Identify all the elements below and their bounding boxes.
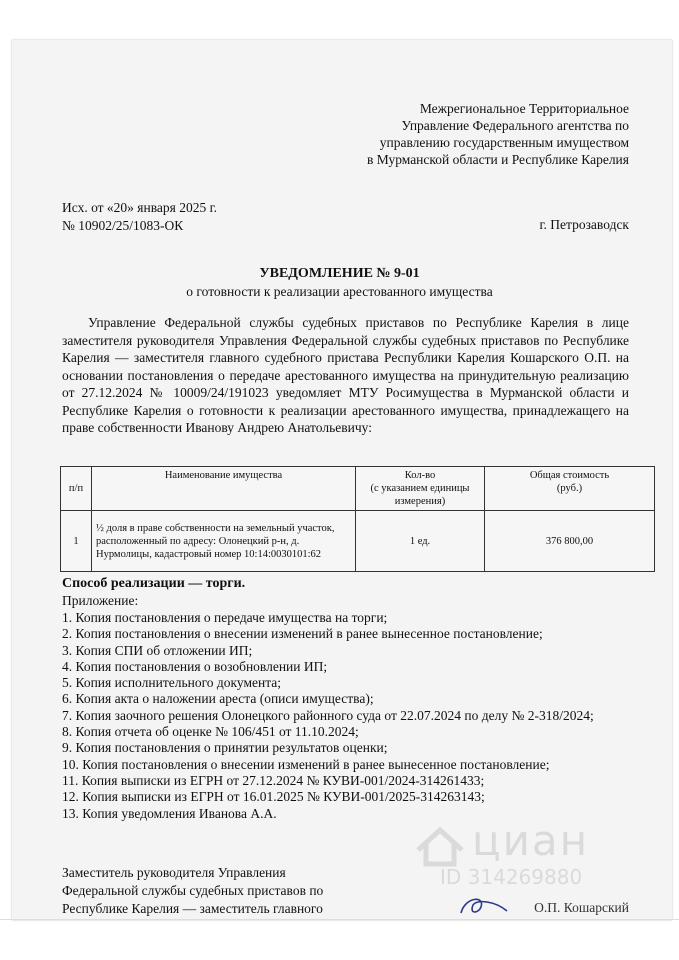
outgoing-reference bbox=[62, 199, 217, 235]
notice-title: УВЕДОМЛЕНИЕ № 9-01 bbox=[259, 266, 420, 281]
recipient-line: Управление Федерального агентства по bbox=[401, 118, 629, 133]
header-cost-line: (руб.) bbox=[556, 483, 583, 494]
list-item: 6. Копия акта о наложении ареста (описи имущества); bbox=[62, 691, 374, 707]
property-table bbox=[60, 466, 655, 572]
notice-subtitle: о готовности к реализации арестованного имущества bbox=[186, 284, 493, 299]
list-item: 5. Копия исполнительного документа; bbox=[62, 675, 282, 691]
house-icon bbox=[418, 830, 462, 864]
signature-line: Заместитель руководителя Управления bbox=[62, 865, 286, 880]
list-item: 3. Копия СПИ об отложении ИП; bbox=[62, 642, 253, 658]
reference-date: Исх. от «20» января 2025 г. bbox=[62, 200, 218, 215]
table-row bbox=[61, 511, 655, 572]
signatory-name: О.П. Кошарский bbox=[534, 900, 629, 915]
city: г. Петрозаводск bbox=[539, 217, 629, 232]
header-qty-line: (с указанием единицы bbox=[370, 483, 470, 494]
header-num: п/п bbox=[61, 467, 92, 511]
reference-number: № 10902/25/1083-ОК bbox=[62, 218, 184, 233]
signature-line: Федеральной службы судебных приставов по bbox=[62, 883, 324, 898]
recipient-line: в Мурманской области и Республике Карелия bbox=[367, 152, 629, 167]
row-name: ½ доля в праве собственности на земельный участок, расположенный по адресу: Олонецкий р-н, д. Нурмолицы, кадастровый номер 10:14:0030101:62 bbox=[92, 511, 356, 572]
scan-edge bbox=[0, 919, 679, 920]
list-item: 8. Копия отчета об оценке № 106/451 от 11.10.2024; bbox=[62, 724, 359, 740]
sale-method: Способ реализации — торги. bbox=[62, 576, 246, 591]
appendix-title: Приложение: bbox=[62, 593, 139, 608]
watermark-brand: циан bbox=[472, 816, 590, 865]
list-item: 7. Копия заочного решения Олонецкого районного суда от 22.07.2024 по делу № 2-318/2024; bbox=[62, 707, 594, 723]
table-header-row bbox=[61, 467, 655, 511]
recipient-line: Межрегиональное Территориальное bbox=[419, 101, 629, 116]
watermark-id: ID 314269880 bbox=[440, 865, 583, 889]
signature-block bbox=[62, 864, 323, 918]
list-item: 12. Копия выписки из ЕГРН от 16.01.2025 № КУВИ-001/2025-314263143; bbox=[62, 789, 485, 805]
header-qty bbox=[356, 467, 485, 511]
row-cost: 376 800,00 bbox=[485, 511, 655, 572]
list-item: 4. Копия постановления о возобновлении ИП; bbox=[62, 658, 328, 674]
list-item: 9. Копия постановления о принятии результатов оценки; bbox=[62, 740, 388, 756]
header-qty-line: измерения) bbox=[394, 496, 446, 507]
recipient-block bbox=[367, 100, 629, 168]
list-item: 13. Копия уведомления Иванова А.А. bbox=[62, 805, 277, 821]
handwritten-signature bbox=[455, 893, 515, 919]
list-item: 2. Копия постановления о внесении изменений в ранее вынесенное постановление; bbox=[62, 626, 543, 642]
list-item: 11. Копия выписки из ЕГРН от 27.12.2024 № КУВИ-001/2024-314261433; bbox=[62, 772, 485, 788]
header-cost-line: Общая стоимость bbox=[529, 470, 610, 481]
list-item: 1. Копия постановления о передаче имущества на торги; bbox=[62, 610, 388, 625]
notice-body: Управление Федеральной службы судебных приставов по Республике Карелия в лице заместителя руководителя Управления Федеральной службы судебных приставов по Республике Карелия — заместителя главного судебного пристава Республики Карелия Кошарского О.П. на основании постановления о передаче арестованного имущества на принудительную реализацию от 27.12.2024 № 10009/24/191023 уведомляет МТУ Росимущества в Мурманской области и Республике Карелия о готовности к реализации арестованного имущества, принадлежащего на праве собственности Иванову Андрею Анатольевичу: bbox=[62, 315, 629, 435]
row-num: 1 bbox=[61, 511, 92, 572]
header-name: Наименование имущества bbox=[92, 467, 356, 511]
row-qty: 1 ед. bbox=[356, 511, 485, 572]
header-cost bbox=[485, 467, 655, 511]
cian-watermark bbox=[410, 800, 630, 890]
list-item: 10. Копия постановления о внесении изменений в ранее вынесенное постановление; bbox=[62, 756, 550, 772]
header-qty-line: Кол-во bbox=[404, 470, 436, 481]
signature-line: Республике Карелия — заместитель главного bbox=[62, 901, 323, 916]
recipient-line: управлению государственным имуществом bbox=[379, 135, 629, 150]
appendix-list bbox=[62, 610, 622, 822]
